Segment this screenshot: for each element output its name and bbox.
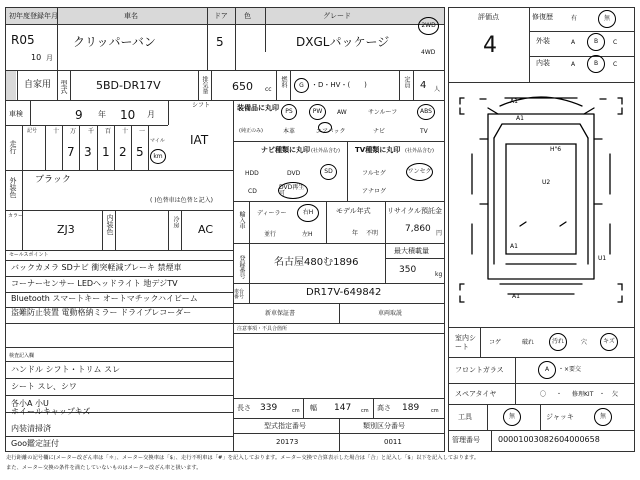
exterior-color-label: 外装色 — [9, 177, 17, 198]
repair-no-circled: 無 — [598, 10, 616, 28]
damage-label-7: A1 — [512, 293, 520, 300]
equip-tv: TV — [420, 128, 428, 135]
equip-leather: 本革 — [283, 128, 296, 135]
import-label: 輸入車 — [238, 211, 245, 229]
chassis-label: 車台番号 — [234, 289, 245, 300]
model-year-year: 年 — [352, 230, 359, 237]
usage-value: 自家用 — [24, 80, 52, 90]
reg-year: R05 — [11, 33, 35, 47]
fuel-gasoline-circled: G — [294, 78, 309, 93]
inspection-year: 9 — [75, 108, 83, 122]
inspection-label: 車検 — [9, 110, 23, 118]
unit-10man: 十 — [53, 128, 60, 135]
tv-type-subtitle: (社外品含む) — [405, 148, 434, 154]
inspector-label: 検査記入欄 — [9, 353, 35, 359]
equip-subtitle: (純正のみ) — [239, 128, 263, 134]
displacement-label: 排気量 — [201, 76, 208, 94]
usage-cell — [6, 71, 16, 100]
navi-type-title: ナビ種類に丸印 — [261, 146, 310, 154]
footer-note-1: 走行距離の記号欄に(メーター改ざん車は「＊」、メーター交換車は「$」、走行不明車は「#」を記入しております。メーター交換で合算表示した場合は「合」と記入し「$」以下を記入しております。 — [6, 455, 480, 461]
import-right-hand-circled: 右H — [297, 204, 319, 222]
repair-history-label: 修復歴 — [532, 13, 553, 21]
damage-label-1: A1 — [510, 98, 518, 105]
inspection-year-unit: 年 — [98, 110, 106, 119]
interior-grade-b-circled: B — [587, 55, 605, 73]
unit-sen: 千 — [88, 128, 95, 135]
unit-hyaku: 百 — [105, 128, 112, 135]
capacity-label: 定員 — [403, 76, 410, 88]
recycle-label: リサイクル預託金 — [387, 207, 443, 215]
sales-point-3: Bluetooth スマートキー オートマチックハイビーム — [11, 294, 198, 303]
interior-grade-label: 内装 — [536, 59, 550, 67]
vehicle-manual: 車両取説 — [378, 310, 403, 317]
fuel-label: 燃料 — [280, 76, 287, 88]
reg-no-label: 登録番号 — [238, 255, 245, 279]
shift-label: シフト — [192, 102, 211, 109]
ac-label: 冷房 — [172, 216, 179, 228]
mileage-label: 走行 — [9, 140, 17, 154]
width-value: 147 — [334, 403, 352, 413]
inspector-note-4: ホイールキャップキズ — [11, 407, 91, 416]
grade-value: DXGLパッケージ — [296, 35, 390, 49]
interior-grade-a: A — [571, 61, 576, 68]
max-load-value: 350 — [399, 265, 417, 275]
damage-label-6: U1 — [598, 255, 607, 262]
ac-value: AC — [198, 223, 214, 236]
spare-sep-2: ・ — [599, 391, 606, 398]
mile-label: マイル — [150, 138, 165, 144]
damage-label-5: A1 — [510, 243, 518, 250]
navi-dvd: DVD — [287, 170, 301, 177]
door-count: 5 — [216, 35, 224, 49]
inspection-month-unit: 月 — [147, 110, 155, 119]
mileage-digit-3: 3 — [84, 145, 92, 159]
seat-label: 室内シート — [455, 334, 476, 352]
max-load-label: 最大積載量 — [394, 247, 429, 255]
exterior-grade-b-circled: B — [587, 33, 605, 51]
length-value: 339 — [260, 403, 278, 413]
width-label: 幅 — [310, 404, 317, 412]
navi-type-subtitle: (社外品含む) — [311, 148, 340, 154]
chassis-value: DR17V-649842 — [306, 287, 382, 298]
import-dealer: ディーラー — [257, 210, 287, 217]
mileage-digit-4: 1 — [102, 145, 110, 159]
reg-month: 10 — [31, 53, 42, 62]
width-unit: cm — [361, 408, 369, 414]
sales-point-label: セールスポイント — [9, 252, 49, 258]
car-name: クリッパーバン — [73, 35, 156, 49]
model-type-value: 5BD-DR17V — [96, 79, 161, 92]
equip-abs-circled: ABS — [417, 104, 435, 120]
mileage-digit-5: 2 — [119, 145, 127, 159]
reg-date-label: 初年度登録年月 — [9, 12, 58, 20]
drive-4wd: 4WD — [421, 49, 436, 56]
tv-analog: アナログ — [362, 188, 387, 195]
reg-no-value: 名古屋480む1896 — [274, 257, 359, 268]
tv-type-title: TV種類に丸印 — [355, 146, 401, 154]
shift-value: IAT — [190, 133, 209, 147]
import-parallel: 並行 — [264, 231, 277, 238]
class-no-value: 0011 — [384, 438, 402, 446]
interior-color-label: 内装色 — [106, 214, 114, 235]
score-value: 4 — [483, 33, 497, 58]
height-label: 高さ — [377, 404, 391, 412]
exterior-color-note: ( )色替車は色替と記入) — [150, 197, 213, 204]
spare-missing: 欠 — [612, 391, 619, 398]
equip-title: 装備品に丸印 — [237, 104, 279, 112]
unit-ichi: 一 — [139, 128, 146, 135]
jack-none-circled: 無 — [594, 408, 612, 426]
door-label: ドア — [214, 12, 228, 20]
length-unit: cm — [292, 408, 300, 414]
displacement-unit: cc — [265, 86, 272, 93]
reg-month-unit: 月 — [46, 54, 53, 62]
mgmt-no-value: 00001003082604000658 — [498, 435, 600, 444]
inspector-note-3: 各小A 小U — [11, 399, 49, 408]
navi-cd: CD — [248, 188, 257, 195]
tools-label: 工具 — [458, 413, 472, 421]
jack-label: ジャッキ — [546, 413, 574, 421]
class-no-label: 類別区分番号 — [363, 422, 405, 430]
car-damage-diagram — [450, 84, 633, 324]
spare-ok: 〇 — [540, 391, 547, 398]
type-no-value: 20173 — [276, 438, 299, 446]
model-type-label: 型式 — [60, 80, 68, 94]
mileage-record-label: 記号 — [27, 128, 38, 134]
unit-man: 万 — [70, 128, 77, 135]
equip-ps-circled: PS — [281, 104, 297, 120]
height-value: 189 — [402, 403, 420, 413]
exterior-grade-c: C — [613, 39, 618, 46]
footer-note-2: また、メーター交換の条件を満たしていないものはメーター改ざん車と扱います。 — [6, 465, 202, 471]
capacity-value: 4 — [420, 80, 427, 91]
navi-dvdplay-circled: DVD再生可 — [278, 182, 308, 199]
exterior-color-value: ブラック — [35, 175, 71, 185]
exterior-grade-a: A — [571, 39, 576, 46]
notice-label: 注意事項・不具合箇所 — [237, 326, 288, 332]
inspection-month: 10 — [120, 108, 136, 122]
seat-burn: コゲ — [489, 339, 502, 346]
fuel-options: ・D・HV・( ) — [311, 81, 367, 89]
tv-fullseg: フルセグ — [362, 170, 386, 177]
navi-sd-circled: SD — [320, 164, 337, 180]
mileage-digit-6: 5 — [136, 145, 144, 159]
spare-tire-label: スペアタイヤ — [455, 390, 497, 398]
height-unit: cm — [431, 408, 439, 414]
unit-ju: 十 — [122, 128, 129, 135]
equip-airbag: エアバック — [316, 128, 346, 135]
tools-none-circled: 無 — [503, 408, 521, 426]
recycle-unit: 円 — [436, 230, 443, 237]
model-year-label: モデル年式 — [336, 207, 371, 215]
warranty-book: 新車保証書 — [265, 310, 296, 317]
seat-stain-circled: 汚れ — [549, 333, 567, 351]
score-label: 評価点 — [478, 13, 499, 21]
color-code-value: ZJ3 — [57, 223, 75, 236]
max-load-unit: kg — [435, 271, 443, 278]
color-label: 色 — [244, 12, 251, 20]
windshield-label: フロントガラス — [455, 366, 504, 374]
import-left-hand: 左H — [302, 231, 313, 238]
navi-hdd: HDD — [245, 170, 259, 177]
seat-hole: 穴 — [581, 339, 588, 346]
recycle-value: 7,860 — [405, 224, 431, 234]
interior-grade-c: C — [613, 61, 618, 68]
capacity-unit: 人 — [434, 86, 441, 93]
color-code-label: カラー — [8, 213, 24, 219]
exterior-grade-label: 外装 — [536, 37, 550, 45]
equip-aw: AW — [337, 109, 347, 116]
seat-scratch-circled: キズ — [600, 333, 618, 351]
sales-point-2: コーナーセンサー LEDヘッドライト 地デジTV — [11, 279, 178, 288]
mgmt-no-label: 管理番号 — [452, 436, 480, 444]
model-year-unknown: 不明 — [366, 230, 379, 237]
type-no-label: 型式指定番号 — [264, 422, 306, 430]
spare-kit: 修理KIT — [572, 391, 594, 398]
drive-2wd-circled: 2WD — [418, 17, 439, 35]
windshield-a-circled: A — [538, 361, 556, 379]
tv-oneseg-circled: ワンセグ — [406, 163, 433, 181]
inspector-note-6: Goo鑑定証付 — [11, 439, 59, 448]
inspector-note-1: ハンドル シフト・トリム スレ — [11, 365, 121, 374]
equip-sunroof: サンルーフ — [368, 109, 398, 116]
equip-pw-circled: PW — [309, 104, 326, 120]
equip-navi: ナビ — [373, 128, 386, 135]
inspector-note-2: シート スレ、シワ — [11, 382, 77, 391]
seat-tear: 破れ — [522, 339, 535, 346]
windshield-rest: ・×要交 — [558, 366, 582, 373]
damage-label-2: A1 — [516, 115, 524, 122]
grade-label: グレード — [323, 12, 351, 20]
inspector-note-5: 内装清掃済 — [11, 424, 51, 433]
sales-point-4: 盗難防止装置 電動格納ミラー ドライブレコーダー — [11, 308, 192, 317]
damage-label-4: U2 — [542, 179, 551, 186]
length-label: 長さ — [237, 404, 251, 412]
mileage-digit-2: 7 — [67, 145, 75, 159]
damage-label-3: H"6 — [550, 146, 562, 153]
car-name-label: 車名 — [124, 12, 138, 20]
displacement-value: 650 — [232, 80, 253, 93]
km-circled: km — [150, 149, 166, 164]
sales-point-1: バックカメラ SDナビ 衝突軽減ブレーキ 禁煙車 — [11, 263, 182, 272]
repair-yes: 有 — [571, 15, 578, 22]
spare-sep-1: ・ — [556, 391, 563, 398]
